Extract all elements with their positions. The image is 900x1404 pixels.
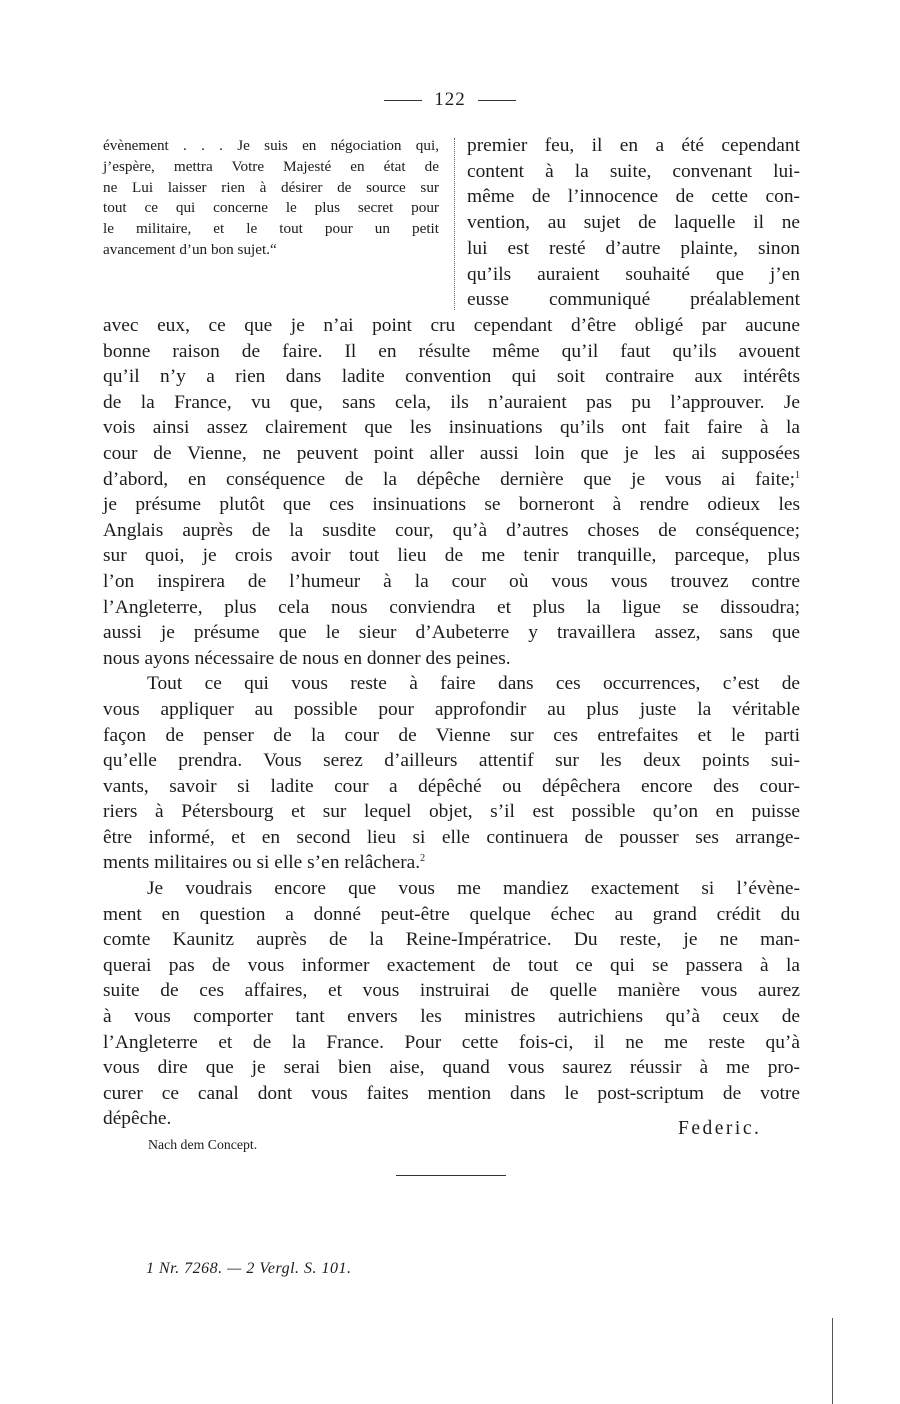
note-line: ne Lui laisser rien à désirer de source sur [103, 178, 439, 196]
text-line: suite de ces affaires, et vous instruirai de quelle manière vous aurez [103, 980, 800, 1002]
text-line: être informé, et en second lieu si elle continuera de pousser ses arrange- [103, 826, 800, 848]
page-number: 122 [434, 89, 466, 110]
footnote-mark-1: 1 [795, 469, 800, 481]
text-line: à vous comporter tant envers les ministres autrichiens qu’à ceux de [103, 1006, 800, 1028]
header-dash-left [384, 100, 422, 101]
note-line: j’espère, mettra Votre Majesté en état de [103, 157, 439, 175]
note-line: tout ce qui concerne le plus secret pour [103, 199, 439, 217]
text-line: content à la suite, convenant lui- [467, 160, 800, 182]
text-line: premier feu, il en a été cependant [467, 135, 800, 156]
note-line: évènement . . . Je suis en négociation qui, [103, 137, 439, 154]
text-line: vants, savoir si ladite cour a dépêché ou dépêchera encore des cour- [103, 775, 800, 797]
text-line: qu’ils auraient souhaité que j’en [467, 263, 800, 285]
source-note: Nach dem Concept. [148, 1137, 258, 1152]
note-line: le militaire, et le tout pour un petit [103, 220, 439, 238]
text-line: bonne raison de faire. Il en résulte même qu’il faut qu’ils avouent [103, 340, 800, 362]
left-note-column [103, 136, 439, 261]
text-line: je présume plutôt que ces insinuations se borneront à rendre odieux les [103, 494, 800, 516]
text-line: querai pas de vous informer exactement de tout ce qui se passera à la [103, 954, 800, 976]
text-line: l’Angleterre et de la France. Pour cette fois-ci, il ne me reste qu’à [103, 1031, 800, 1053]
scan-margin-line [832, 1318, 833, 1404]
column-divider [454, 138, 455, 310]
text-line: ment en question a donné peut-être quelque échec au grand crédit du [103, 903, 800, 925]
text-segment: d’abord, en conséquence de la dépêche dernière que je vous ai faite; [103, 468, 795, 490]
text-line: qu’il n’y a rien dans ladite convention qui soit contraire aux intérêts [103, 366, 800, 388]
right-text-column [467, 133, 800, 313]
text-line: eusse communiqué préalablement [467, 289, 800, 311]
text-line: nous ayons nécessaire de nous en donner des peines. [103, 647, 511, 669]
text-line: lui est resté d’autre plainte, sinon [467, 237, 800, 259]
text-line: avec eux, ce que je n’ai point cru cependant d’être obligé par aucune [103, 315, 800, 336]
text-line: cour de Vienne, ne peuvent point aller aussi loin que je les ai supposées [103, 442, 800, 464]
text-line: de la France, vu que, sans cela, ils n’auraient pas pu l’approuver. Je [103, 391, 800, 413]
page-header [0, 89, 900, 111]
footnotes: 1 Nr. 7268. — 2 Vergl. S. 101. [146, 1260, 352, 1277]
main-body-text [103, 313, 800, 1132]
text-line: vois ainsi assez clairement que les insinuations qu’ils ont fait faire à la [103, 417, 800, 439]
section-rule [396, 1175, 506, 1176]
text-line: l’Angleterre, plus cela nous conviendra et plus la ligue se dissoudra; [103, 596, 800, 618]
text-line-with-footnote [103, 467, 800, 493]
text-line-with-footnote [103, 850, 800, 876]
header-dash-right [478, 100, 516, 101]
text-line: vous appliquer au possible pour approfondir au plus juste la véritable [103, 698, 800, 720]
text-line: dépêche. [103, 1108, 172, 1130]
text-line: comte Kaunitz auprès de la Reine-Impératrice. Du reste, je ne man- [103, 929, 800, 951]
note-line: avancement d’un bon sujet.“ [103, 240, 277, 258]
text-line: façon de penser de la cour de Vienne sur ces entrefaites et le parti [103, 724, 800, 746]
text-line: curer ce canal dont vous faites mention dans le post-scriptum de votre [103, 1082, 800, 1104]
text-line: Anglais auprès de la susdite cour, qu’à d’autres choses de conséquence; [103, 519, 800, 541]
text-line: vention, au sujet de laquelle il ne [467, 212, 800, 234]
paragraph-start-line: Je voudrais encore que vous me mandiez exactement si l’évène- [147, 878, 800, 900]
text-line: même de l’innocence de cette con- [467, 186, 800, 208]
text-segment: ments militaires ou si elle s’en relâchera. [103, 852, 421, 874]
text-line: riers à Pétersbourg et sur lequel objet, s’il est possible qu’on en puisse [103, 801, 800, 823]
text-line: qu’elle prendra. Vous serez d’ailleurs attentif sur les deux points sui- [103, 750, 800, 772]
text-line: vous dire que je serai bien aise, quand vous saurez réussir à me pro- [103, 1057, 800, 1079]
text-line: l’on inspirera de l’humeur à la cour où vous vous trouvez contre [103, 570, 800, 592]
paragraph-start-line: Tout ce qui vous reste à faire dans ces occurrences, c’est de [147, 673, 800, 695]
signature: Federic. [678, 1118, 762, 1139]
text-line: aussi je présume que le sieur d’Aubeterre y travaillera assez, sans que [103, 622, 800, 644]
footnote-mark-2: 2 [420, 853, 426, 865]
text-line: sur quoi, je crois avoir tout lieu de me tenir tranquille, parceque, plus [103, 545, 800, 567]
